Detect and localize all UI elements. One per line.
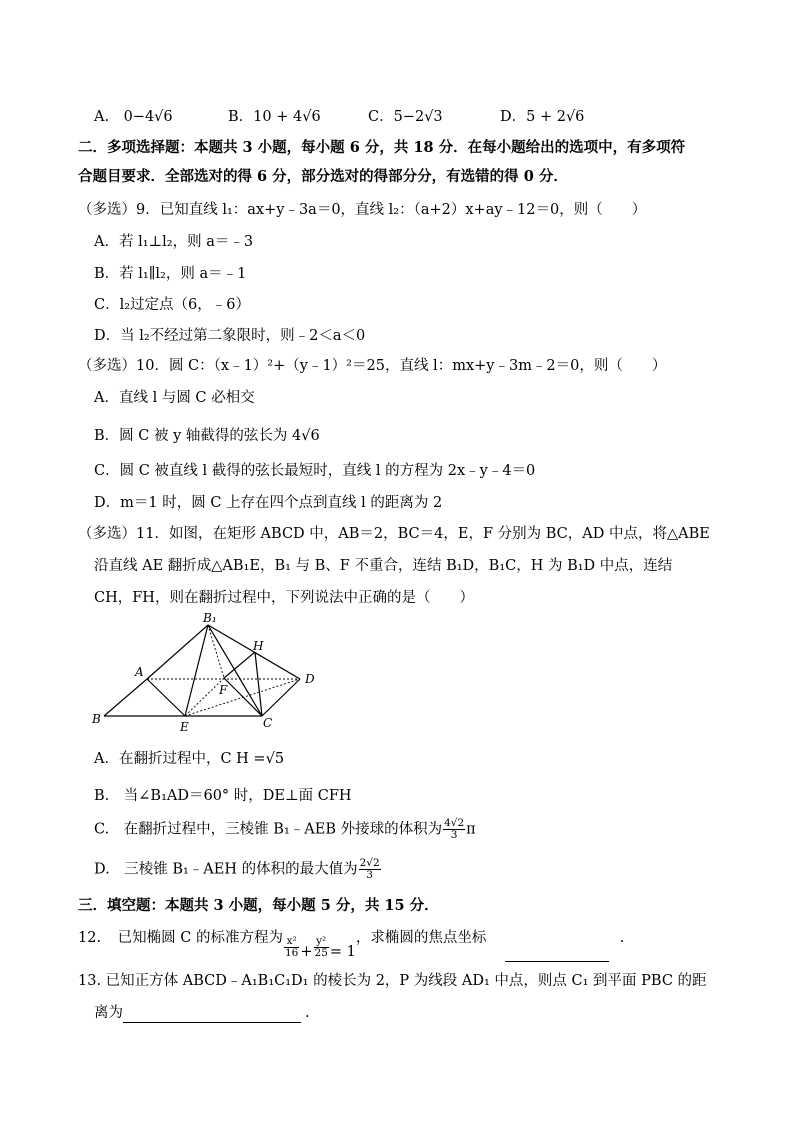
q12-label: 12. — [78, 930, 102, 946]
q11-option-d-den: 3 — [366, 869, 373, 881]
section2-title-line1: 二．多项选择题：本题共 3 小题，每小题 6 分，共 18 分．在每小题给出的选项中，有多项符 — [78, 139, 686, 156]
label-h: H — [253, 639, 264, 653]
q11-option-c-den: 3 — [450, 829, 458, 841]
q11-option-d — [94, 858, 382, 881]
q12-text-before: 已知椭圆 C 的标准方程为 — [117, 930, 283, 946]
label-f: F — [219, 683, 228, 697]
q12-frac-y-den: 25 — [314, 947, 328, 959]
segment-ae — [147, 679, 185, 716]
q8-option-b: B．10 + 4√6 — [228, 109, 321, 125]
q9-option-c: C．l₂过定点（6，﹣6） — [94, 297, 250, 313]
q11-stem-line2: 沿直线 AE 翻折成△AB₁E，B₁ 与 B、F 不重合，连结 B₁D，B₁C，H 为 B₁D 中点，连结 — [94, 558, 673, 574]
q8-option-d: D．5 + 2√6 — [500, 109, 585, 125]
segment-ba — [104, 679, 147, 716]
q11-option-c-fraction — [443, 818, 465, 841]
q11-stem-line1: （多选）11．如图，在矩形 ABCD 中，AB＝2，BC＝4，E，F 分别为 BC，AD 中点，将△ABE — [78, 526, 710, 542]
q9-option-a: A．若 l₁⊥l₂，则 a＝﹣3 — [94, 234, 254, 250]
q8-option-a: A. 0−4√6 — [94, 109, 173, 125]
q13-answer-blank[interactable] — [123, 1022, 301, 1023]
segment-cd — [262, 679, 300, 716]
q10-stem: （多选）10．圆 C：（x﹣1）²+（y﹣1）²＝25，直线 l：mx+y﹣3m﹣2＝0，则（ ） — [78, 358, 667, 374]
q9-option-b: B．若 l₁∥l₂，则 a＝﹣1 — [94, 266, 247, 282]
q12-text-after: ，求椭圆的焦点坐标 — [355, 930, 487, 946]
section2-title-line2: 合题目要求．全部选对的得 6 分，部分选对的得部分分，有选错的得 0 分． — [78, 168, 568, 185]
section3-title: 三．填空题：本题共 3 小题，每小题 5 分，共 15 分． — [78, 897, 439, 914]
q10-option-c: C．圆 C 被直线 l 截得的弦长最短时，直线 l 的方程为 2x﹣y﹣4＝0 — [94, 463, 536, 479]
q11-stem-line3: CH，FH，则在翻折过程中，下列说法中正确的是（ ） — [94, 590, 474, 606]
label-a: A — [135, 665, 144, 679]
q12-end: . — [619, 930, 625, 946]
q12-frac-x — [284, 936, 299, 959]
q13-line2-text: 离为 — [94, 1005, 123, 1021]
q11-option-d-num: 2√2 — [359, 857, 380, 869]
q12-answer-blank[interactable] — [505, 961, 609, 962]
q11-option-b: B. 当∠B₁AD＝60° 时，DE⊥面 CFH — [94, 788, 352, 804]
q11-option-c-pi: π — [466, 821, 476, 838]
q12-frac-x-num: x² — [284, 936, 299, 948]
q11-option-c-text: C. 在翻折过程中，三棱锥 B₁﹣AEB 外接球的体积为 — [94, 821, 443, 838]
label-e: E — [180, 720, 189, 734]
q8-option-c: C．5−2√3 — [368, 109, 443, 125]
segment-hf — [224, 652, 255, 678]
q10-option-d: D．m＝1 时，圆 C 上存在四个点到直线 l 的距离为 2 — [94, 495, 443, 511]
q10-option-b: B．圆 C 被 y 轴截得的弦长为 4√6 — [94, 428, 320, 444]
q13-end: . — [305, 1005, 310, 1021]
label-b: B — [92, 712, 101, 726]
q13-line1: 13. 已知正方体 ABCD﹣A₁B₁C₁D₁ 的棱长为 2，P 为线段 AD₁ 中点，则点 C₁ 到平面 PBC 的距 — [78, 973, 707, 989]
q12-equals: = 1 — [329, 944, 356, 960]
q11-option-c — [94, 818, 476, 841]
label-b1: B₁ — [203, 612, 217, 625]
segment-b1e — [185, 625, 208, 716]
q12-frac-y — [314, 936, 329, 959]
q11-option-d-text: D. 三棱锥 B₁﹣AEH 的体积的最大值为 — [94, 861, 358, 878]
q10-option-a: A．直线 l 与圆 C 必相交 — [94, 390, 255, 406]
label-c: C — [263, 716, 273, 730]
segment-ed-dashed — [185, 679, 300, 716]
q9-option-d: D．当 l₂不经过第二象限时，则﹣2＜a＜0 — [94, 328, 366, 344]
q12-frac-y-num: y² — [314, 936, 329, 948]
q9-stem: （多选）9．已知直线 l₁：ax+y﹣3a＝0，直线 l₂：（a+2）x+ay﹣12＝0，则（ ） — [78, 202, 647, 218]
q11-option-a: A．在翻折过程中，C H =√5 — [94, 751, 285, 767]
q13-line2 — [94, 1003, 310, 1023]
q11-option-c-num: 4√2 — [444, 817, 465, 829]
q11-figure — [90, 612, 320, 737]
q12-plus: + — [300, 944, 313, 960]
segment-ab1 — [147, 625, 208, 679]
q12 — [78, 928, 624, 962]
q12-frac-x-den: 16 — [284, 947, 299, 959]
label-d: D — [305, 672, 315, 686]
q11-option-d-fraction — [359, 858, 381, 881]
